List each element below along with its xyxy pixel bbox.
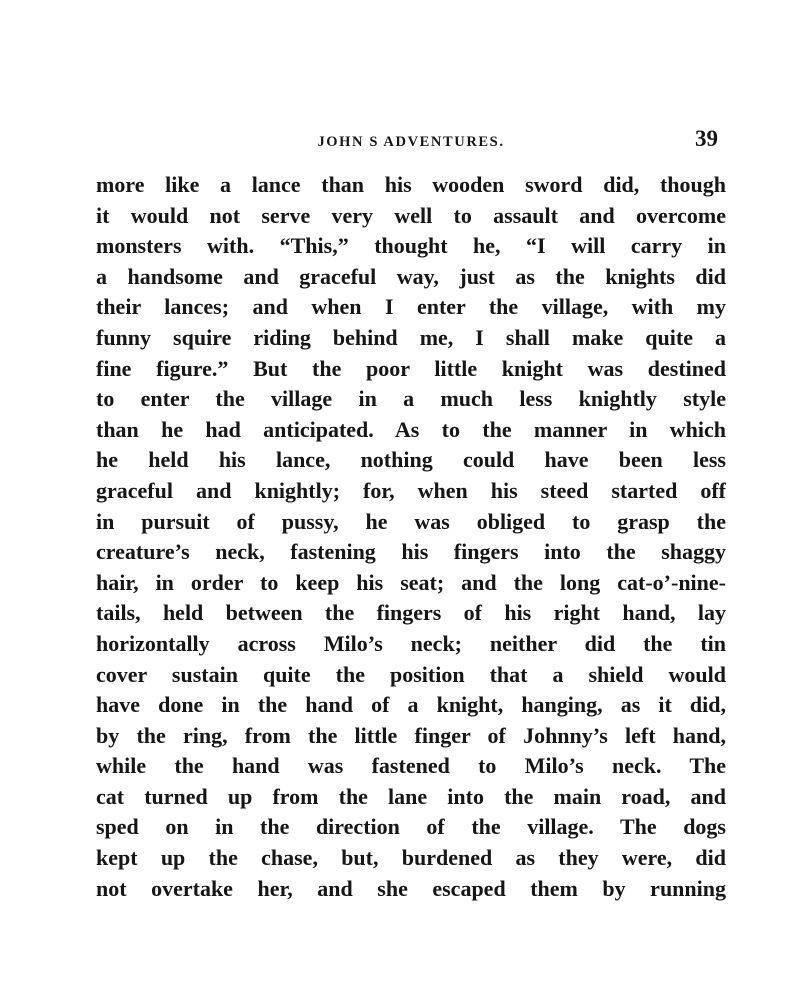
- text-line: funny squire riding behind me, I shall make quite a: [96, 324, 726, 350]
- text-line: he held his lance, nothing could have been less: [96, 447, 726, 473]
- page-number: 39: [695, 126, 718, 151]
- text-line: have done in the hand of a knight, hanging, as it did,: [96, 692, 726, 718]
- text-line: in pursuit of pussy, he was obliged to grasp the: [96, 508, 726, 534]
- text-line: monsters with. “This,” thought he, “I will carry in: [96, 233, 726, 259]
- text-line: while the hand was fastened to Milo’s neck. The: [96, 753, 726, 779]
- text-line: creature’s neck, fastening his fingers into the shaggy: [96, 539, 726, 565]
- text-line: hair, in order to keep his seat; and the long cat-o’-nine-: [96, 569, 726, 595]
- text-line: not overtake her, and she escaped them by running: [96, 875, 726, 901]
- text-line: fine figure.” But the poor little knight was destined: [96, 355, 726, 381]
- text-line: sped on in the direction of the village. The dogs: [96, 814, 726, 840]
- text-line: graceful and knightly; for, when his steed started off: [96, 477, 726, 503]
- running-head: [96, 116, 726, 156]
- text-line: horizontally across Milo’s neck; neither did the tin: [96, 630, 726, 656]
- text-line: cat turned up from the lane into the main road, and: [96, 783, 726, 809]
- text-line: more like a lance than his wooden sword did, though: [96, 172, 726, 197]
- text-line: it would not serve very well to assault and overcome: [96, 202, 726, 228]
- text-line: kept up the chase, but, burdened as they were, did: [96, 845, 726, 871]
- text-line: cover sustain quite the position that a shield would: [96, 661, 726, 687]
- text-line: their lances; and when I enter the village, with my: [96, 294, 726, 320]
- text-line: by the ring, from the little finger of Johnny’s left hand,: [96, 722, 726, 748]
- text-line: than he had anticipated. As to the manner in which: [96, 416, 726, 442]
- text-line: a handsome and graceful way, just as the knights did: [96, 263, 726, 289]
- text-line: to enter the village in a much less knightly style: [96, 386, 726, 412]
- running-title: JOHN S ADVENTURES.: [317, 134, 505, 150]
- text-line: tails, held between the fingers of his right hand, lay: [96, 600, 726, 626]
- body-text: [96, 170, 726, 904]
